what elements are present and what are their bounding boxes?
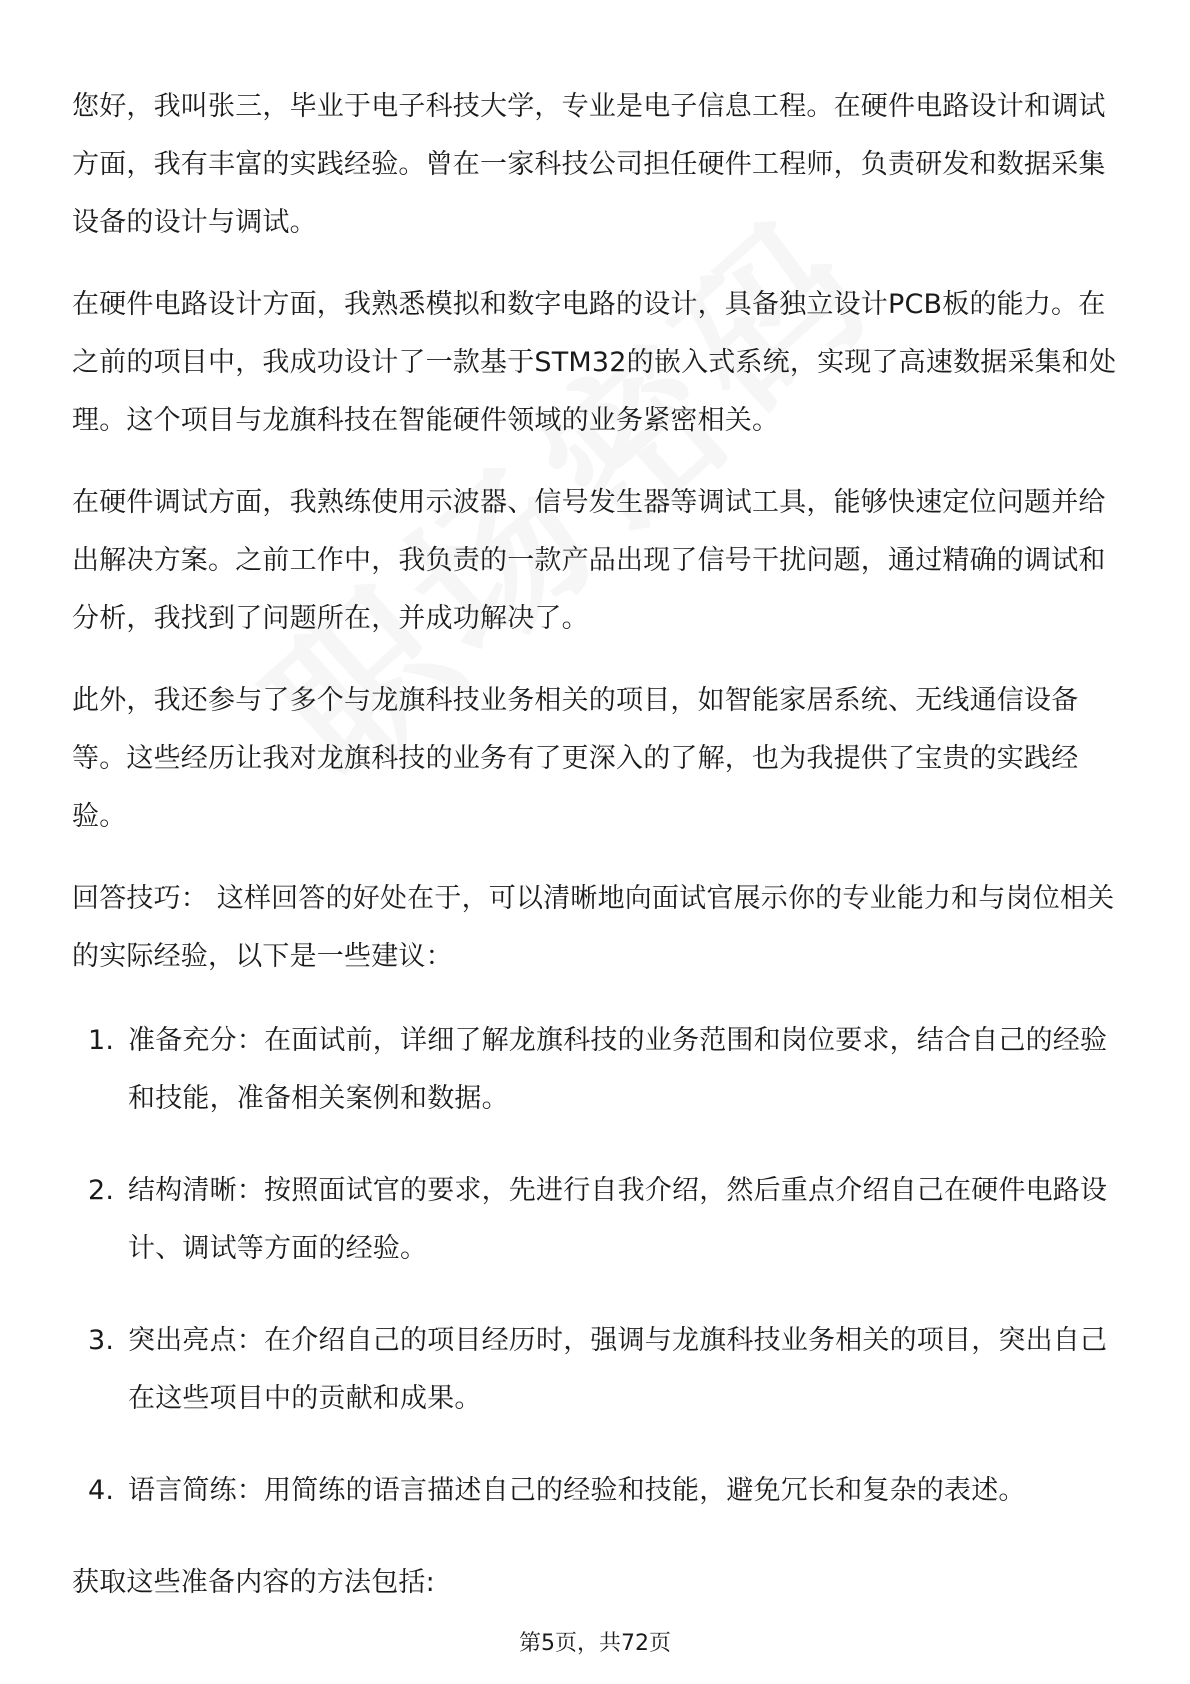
paragraph-debugging: 在硬件调试方面，我熟练使用示波器、信号发生器等调试工具，能够快速定位问题并给出解决方案。之前工作中，我负责的一款产品出现了信号干扰问题，通过精确的调试和分析，我找到了问题所在，并成功解决了。 [72,487,1106,634]
list-item [72,1162,1122,1278]
list-item [72,1012,1122,1128]
list-item-text: 语言简练：用简练的语言描述自己的经验和技能，避免冗长和复杂的表述。 [128,1475,1026,1506]
list-item-text: 结构清晰：按照面试官的要求，先进行自我介绍，然后重点介绍自己在硬件电路设计、调试等方面的经验。 [128,1175,1108,1264]
list-item-number: 2. [88,1175,115,1206]
list-item [72,1312,1122,1428]
closing-line: 获取这些准备内容的方法包括: [72,1567,435,1598]
list-item [72,1462,1122,1520]
paragraph-circuit-design: 在硬件电路设计方面，我熟悉模拟和数字电路的设计，具备独立设计PCB板的能力。在之前的项目中，我成功设计了一款基于STM32的嵌入式系统，实现了高速数据采集和处理。这个项目与龙旗科技在智能硬件领域的业务紧密相关。 [72,289,1117,436]
tips-intro: 回答技巧： 这样回答的好处在于，可以清晰地向面试官展示你的专业能力和与岗位相关的实际经验，以下是一些建议： [72,883,1115,972]
list-item-number: 1. [88,1025,115,1056]
list-item-number: 4. [88,1475,115,1506]
page-number: 第5页，共72页 [519,1631,671,1656]
paragraph-intro: 您好，我叫张三，毕业于电子科技大学，专业是电子信息工程。在硬件电路设计和调试方面，我有丰富的实践经验。曾在一家科技公司担任硬件工程师，负责研发和数据采集设备的设计与调试。 [72,91,1106,238]
list-item-text: 突出亮点：在介绍自己的项目经历时，强调与龙旗科技业务相关的项目，突出自己在这些项目中的贡献和成果。 [128,1325,1108,1414]
paragraph-projects: 此外，我还参与了多个与龙旗科技业务相关的项目，如智能家居系统、无线通信设备等。这些经历让我对龙旗科技的业务有了更深入的了解，也为我提供了宝贵的实践经验。 [72,685,1079,832]
list-item-text: 准备充分：在面试前，详细了解龙旗科技的业务范围和岗位要求，结合自己的经验和技能，准备相关案例和数据。 [128,1025,1108,1114]
list-item-number: 3. [88,1325,115,1356]
page-content [72,78,1122,1636]
tips-list [72,1012,1122,1520]
